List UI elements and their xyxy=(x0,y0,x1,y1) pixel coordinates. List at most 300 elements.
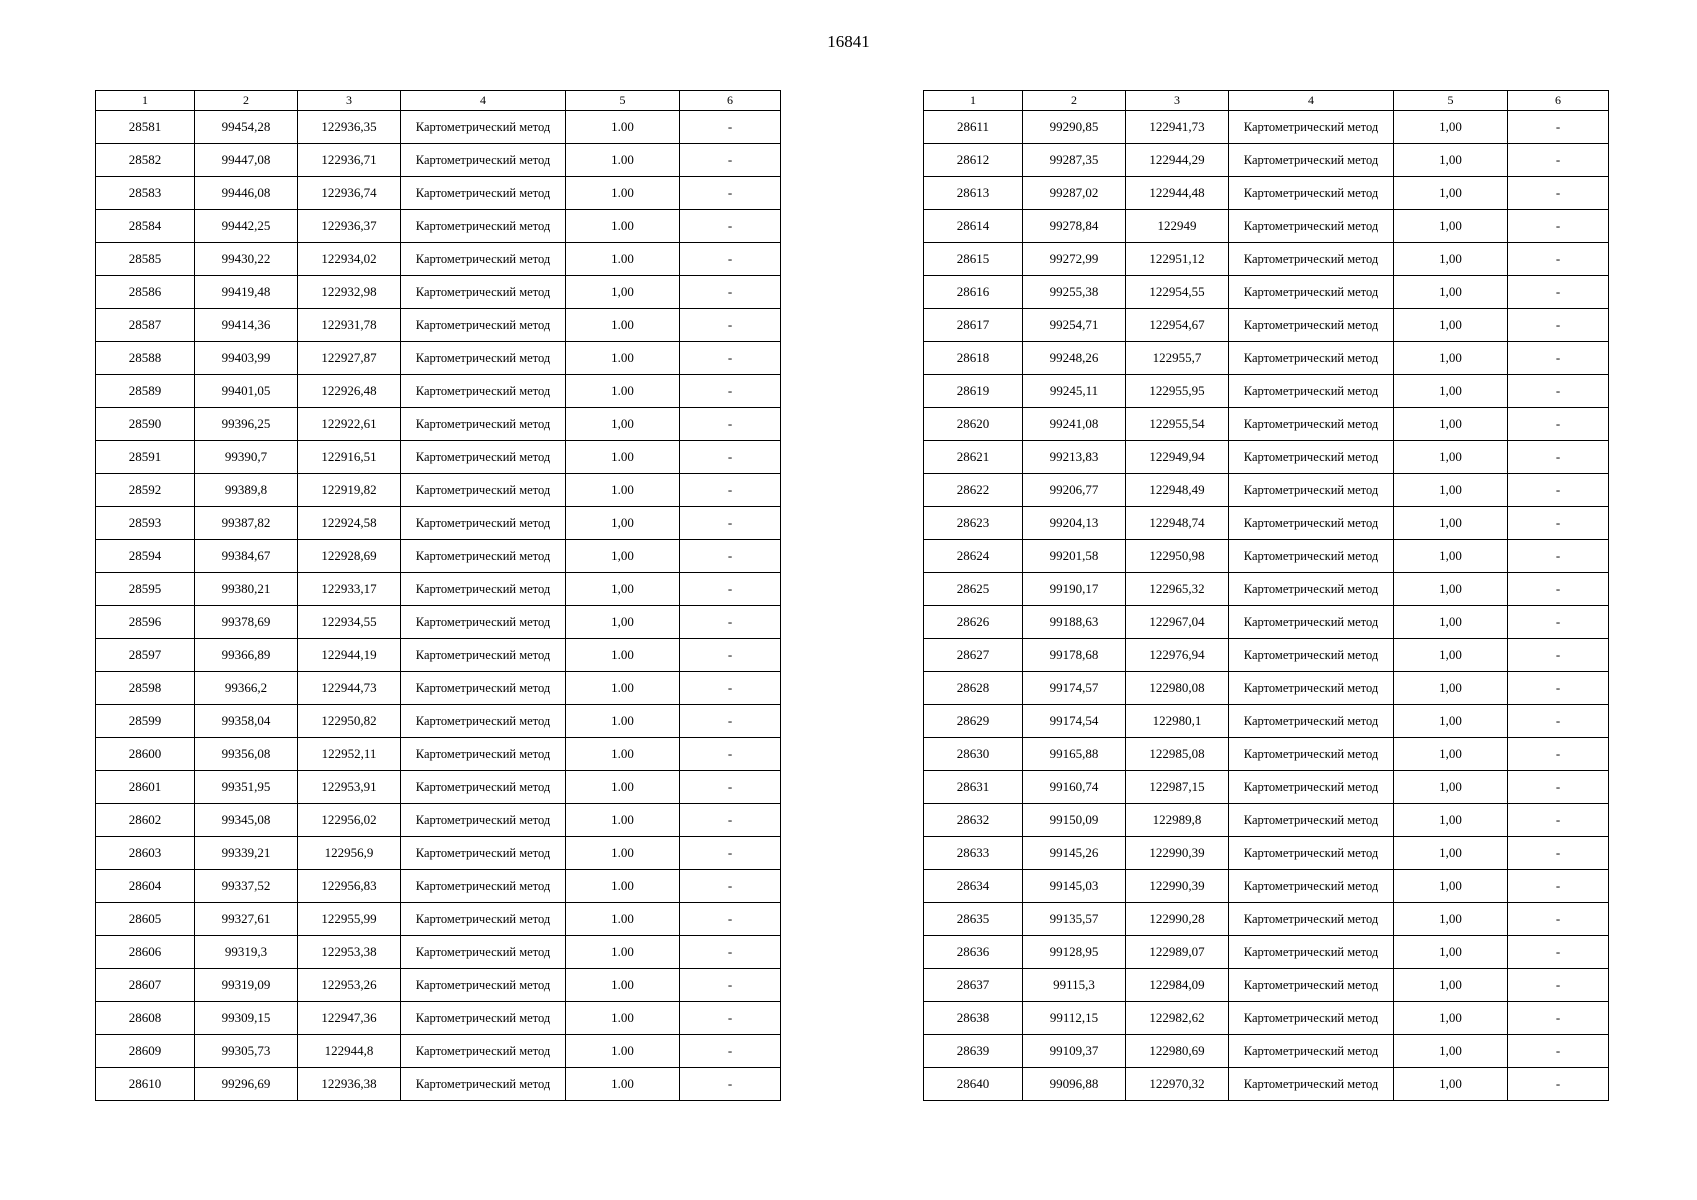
accuracy-cell: 1,00 xyxy=(1394,507,1508,540)
point-number-cell: 28630 xyxy=(924,738,1023,771)
note-cell: - xyxy=(1508,474,1609,507)
note-cell: - xyxy=(680,870,781,903)
point-number-cell: 28587 xyxy=(96,309,195,342)
accuracy-cell: 1,00 xyxy=(1394,441,1508,474)
point-number-cell: 28604 xyxy=(96,870,195,903)
coordinates-table-left xyxy=(95,90,781,1101)
table-row xyxy=(96,441,781,474)
x-coordinate-cell: 99145,26 xyxy=(1023,837,1126,870)
point-number-cell: 28592 xyxy=(96,474,195,507)
point-number-cell: 28603 xyxy=(96,837,195,870)
note-cell: - xyxy=(1508,936,1609,969)
method-cell: Картометрический метод xyxy=(401,639,566,672)
point-number-cell: 28620 xyxy=(924,408,1023,441)
accuracy-cell: 1.00 xyxy=(566,738,680,771)
point-number-cell: 28628 xyxy=(924,672,1023,705)
x-coordinate-cell: 99115,3 xyxy=(1023,969,1126,1002)
point-number-cell: 28626 xyxy=(924,606,1023,639)
point-number-cell: 28590 xyxy=(96,408,195,441)
method-cell: Картометрический метод xyxy=(401,573,566,606)
y-coordinate-cell: 122987,15 xyxy=(1126,771,1229,804)
table-row xyxy=(924,573,1609,606)
note-cell: - xyxy=(1508,144,1609,177)
note-cell: - xyxy=(1508,408,1609,441)
note-cell: - xyxy=(1508,375,1609,408)
method-cell: Картометрический метод xyxy=(1229,309,1394,342)
y-coordinate-cell: 122984,09 xyxy=(1126,969,1229,1002)
y-coordinate-cell: 122936,71 xyxy=(298,144,401,177)
accuracy-cell: 1.00 xyxy=(566,144,680,177)
y-coordinate-cell: 122952,11 xyxy=(298,738,401,771)
note-cell: - xyxy=(1508,1068,1609,1101)
note-cell: - xyxy=(1508,243,1609,276)
x-coordinate-cell: 99145,03 xyxy=(1023,870,1126,903)
y-coordinate-cell: 122941,73 xyxy=(1126,111,1229,144)
method-cell: Картометрический метод xyxy=(1229,870,1394,903)
note-cell: - xyxy=(680,705,781,738)
y-coordinate-cell: 122944,19 xyxy=(298,639,401,672)
y-coordinate-cell: 122949 xyxy=(1126,210,1229,243)
table-row xyxy=(924,771,1609,804)
x-coordinate-cell: 99178,68 xyxy=(1023,639,1126,672)
y-coordinate-cell: 122950,98 xyxy=(1126,540,1229,573)
x-coordinate-cell: 99401,05 xyxy=(195,375,298,408)
column-header: 2 xyxy=(195,91,298,111)
point-number-cell: 28633 xyxy=(924,837,1023,870)
method-cell: Картометрический метод xyxy=(1229,969,1394,1002)
method-cell: Картометрический метод xyxy=(1229,1002,1394,1035)
point-number-cell: 28596 xyxy=(96,606,195,639)
table-row xyxy=(924,507,1609,540)
point-number-cell: 28638 xyxy=(924,1002,1023,1035)
point-number-cell: 28601 xyxy=(96,771,195,804)
note-cell: - xyxy=(680,771,781,804)
point-number-cell: 28613 xyxy=(924,177,1023,210)
table-row xyxy=(924,870,1609,903)
table-row xyxy=(96,408,781,441)
note-cell: - xyxy=(1508,540,1609,573)
x-coordinate-cell: 99351,95 xyxy=(195,771,298,804)
x-coordinate-cell: 99390,7 xyxy=(195,441,298,474)
accuracy-cell: 1,00 xyxy=(1394,936,1508,969)
point-number-cell: 28607 xyxy=(96,969,195,1002)
y-coordinate-cell: 122953,91 xyxy=(298,771,401,804)
method-cell: Картометрический метод xyxy=(1229,210,1394,243)
note-cell: - xyxy=(680,243,781,276)
accuracy-cell: 1.00 xyxy=(566,1035,680,1068)
table-row xyxy=(924,375,1609,408)
method-cell: Картометрический метод xyxy=(1229,705,1394,738)
table-row xyxy=(924,276,1609,309)
table-row xyxy=(96,243,781,276)
x-coordinate-cell: 99241,08 xyxy=(1023,408,1126,441)
point-number-cell: 28615 xyxy=(924,243,1023,276)
accuracy-cell: 1.00 xyxy=(566,804,680,837)
note-cell: - xyxy=(1508,177,1609,210)
note-cell: - xyxy=(680,111,781,144)
note-cell: - xyxy=(680,672,781,705)
accuracy-cell: 1,00 xyxy=(1394,243,1508,276)
note-cell: - xyxy=(680,540,781,573)
table-row xyxy=(96,705,781,738)
note-cell: - xyxy=(680,276,781,309)
note-cell: - xyxy=(680,375,781,408)
table-row xyxy=(924,738,1609,771)
x-coordinate-cell: 99135,57 xyxy=(1023,903,1126,936)
accuracy-cell: 1.00 xyxy=(566,771,680,804)
accuracy-cell: 1,00 xyxy=(1394,672,1508,705)
x-coordinate-cell: 99190,17 xyxy=(1023,573,1126,606)
x-coordinate-cell: 99206,77 xyxy=(1023,474,1126,507)
note-cell: - xyxy=(680,903,781,936)
x-coordinate-cell: 99128,95 xyxy=(1023,936,1126,969)
point-number-cell: 28622 xyxy=(924,474,1023,507)
x-coordinate-cell: 99327,61 xyxy=(195,903,298,936)
note-cell: - xyxy=(680,507,781,540)
table-row xyxy=(96,672,781,705)
column-header: 2 xyxy=(1023,91,1126,111)
y-coordinate-cell: 122944,29 xyxy=(1126,144,1229,177)
note-cell: - xyxy=(680,474,781,507)
x-coordinate-cell: 99165,88 xyxy=(1023,738,1126,771)
x-coordinate-cell: 99442,25 xyxy=(195,210,298,243)
column-header: 1 xyxy=(924,91,1023,111)
point-number-cell: 28632 xyxy=(924,804,1023,837)
x-coordinate-cell: 99278,84 xyxy=(1023,210,1126,243)
y-coordinate-cell: 122990,28 xyxy=(1126,903,1229,936)
method-cell: Картометрический метод xyxy=(1229,507,1394,540)
y-coordinate-cell: 122931,78 xyxy=(298,309,401,342)
note-cell: - xyxy=(1508,309,1609,342)
x-coordinate-cell: 99188,63 xyxy=(1023,606,1126,639)
y-coordinate-cell: 122944,8 xyxy=(298,1035,401,1068)
accuracy-cell: 1,00 xyxy=(1394,1035,1508,1068)
x-coordinate-cell: 99337,52 xyxy=(195,870,298,903)
accuracy-cell: 1.00 xyxy=(566,243,680,276)
note-cell: - xyxy=(1508,441,1609,474)
note-cell: - xyxy=(680,804,781,837)
method-cell: Картометрический метод xyxy=(1229,837,1394,870)
x-coordinate-cell: 99446,08 xyxy=(195,177,298,210)
accuracy-cell: 1,00 xyxy=(1394,705,1508,738)
method-cell: Картометрический метод xyxy=(1229,408,1394,441)
table-row xyxy=(96,837,781,870)
column-header: 3 xyxy=(1126,91,1229,111)
accuracy-cell: 1.00 xyxy=(566,441,680,474)
accuracy-cell: 1.00 xyxy=(566,342,680,375)
method-cell: Картометрический метод xyxy=(1229,738,1394,771)
table-row xyxy=(924,804,1609,837)
accuracy-cell: 1,00 xyxy=(1394,540,1508,573)
table-row xyxy=(924,639,1609,672)
method-cell: Картометрический метод xyxy=(401,342,566,375)
accuracy-cell: 1.00 xyxy=(566,672,680,705)
note-cell: - xyxy=(1508,639,1609,672)
accuracy-cell: 1.00 xyxy=(566,210,680,243)
point-number-cell: 28625 xyxy=(924,573,1023,606)
table-row xyxy=(96,309,781,342)
y-coordinate-cell: 122980,1 xyxy=(1126,705,1229,738)
point-number-cell: 28582 xyxy=(96,144,195,177)
method-cell: Картометрический метод xyxy=(1229,771,1394,804)
y-coordinate-cell: 122955,7 xyxy=(1126,342,1229,375)
table-row xyxy=(96,111,781,144)
accuracy-cell: 1,00 xyxy=(566,507,680,540)
table-row xyxy=(96,177,781,210)
y-coordinate-cell: 122976,94 xyxy=(1126,639,1229,672)
note-cell: - xyxy=(1508,837,1609,870)
note-cell: - xyxy=(680,408,781,441)
x-coordinate-cell: 99255,38 xyxy=(1023,276,1126,309)
y-coordinate-cell: 122985,08 xyxy=(1126,738,1229,771)
table-row xyxy=(924,243,1609,276)
y-coordinate-cell: 122965,32 xyxy=(1126,573,1229,606)
method-cell: Картометрический метод xyxy=(1229,441,1394,474)
point-number-cell: 28593 xyxy=(96,507,195,540)
accuracy-cell: 1.00 xyxy=(566,1068,680,1101)
x-coordinate-cell: 99174,54 xyxy=(1023,705,1126,738)
x-coordinate-cell: 99290,85 xyxy=(1023,111,1126,144)
accuracy-cell: 1,00 xyxy=(1394,639,1508,672)
y-coordinate-cell: 122949,94 xyxy=(1126,441,1229,474)
method-cell: Картометрический метод xyxy=(401,837,566,870)
y-coordinate-cell: 122956,9 xyxy=(298,837,401,870)
point-number-cell: 28605 xyxy=(96,903,195,936)
note-cell: - xyxy=(1508,210,1609,243)
x-coordinate-cell: 99339,21 xyxy=(195,837,298,870)
x-coordinate-cell: 99096,88 xyxy=(1023,1068,1126,1101)
table-row xyxy=(924,672,1609,705)
method-cell: Картометрический метод xyxy=(401,474,566,507)
point-number-cell: 28608 xyxy=(96,1002,195,1035)
y-coordinate-cell: 122934,55 xyxy=(298,606,401,639)
x-coordinate-cell: 99112,15 xyxy=(1023,1002,1126,1035)
column-header: 5 xyxy=(566,91,680,111)
y-coordinate-cell: 122933,17 xyxy=(298,573,401,606)
accuracy-cell: 1.00 xyxy=(566,969,680,1002)
method-cell: Картометрический метод xyxy=(401,210,566,243)
method-cell: Картометрический метод xyxy=(401,672,566,705)
x-coordinate-cell: 99305,73 xyxy=(195,1035,298,1068)
y-coordinate-cell: 122950,82 xyxy=(298,705,401,738)
table-row xyxy=(96,870,781,903)
table-row xyxy=(924,1068,1609,1101)
method-cell: Картометрический метод xyxy=(401,276,566,309)
method-cell: Картометрический метод xyxy=(1229,474,1394,507)
y-coordinate-cell: 122954,67 xyxy=(1126,309,1229,342)
table-row xyxy=(96,573,781,606)
point-number-cell: 28595 xyxy=(96,573,195,606)
method-cell: Картометрический метод xyxy=(401,309,566,342)
accuracy-cell: 1,00 xyxy=(1394,408,1508,441)
note-cell: - xyxy=(1508,1035,1609,1068)
table-row xyxy=(96,606,781,639)
accuracy-cell: 1.00 xyxy=(566,309,680,342)
point-number-cell: 28629 xyxy=(924,705,1023,738)
table-row xyxy=(924,474,1609,507)
y-coordinate-cell: 122953,38 xyxy=(298,936,401,969)
y-coordinate-cell: 122955,95 xyxy=(1126,375,1229,408)
table-row xyxy=(924,177,1609,210)
y-coordinate-cell: 122951,12 xyxy=(1126,243,1229,276)
note-cell: - xyxy=(1508,804,1609,837)
method-cell: Картометрический метод xyxy=(401,243,566,276)
note-cell: - xyxy=(680,1035,781,1068)
note-cell: - xyxy=(1508,969,1609,1002)
table-row xyxy=(96,375,781,408)
y-coordinate-cell: 122916,51 xyxy=(298,441,401,474)
accuracy-cell: 1,00 xyxy=(1394,276,1508,309)
note-cell: - xyxy=(1508,507,1609,540)
y-coordinate-cell: 122924,58 xyxy=(298,507,401,540)
point-number-cell: 28635 xyxy=(924,903,1023,936)
note-cell: - xyxy=(680,606,781,639)
table-row xyxy=(924,837,1609,870)
x-coordinate-cell: 99396,25 xyxy=(195,408,298,441)
x-coordinate-cell: 99384,67 xyxy=(195,540,298,573)
accuracy-cell: 1,00 xyxy=(566,408,680,441)
accuracy-cell: 1,00 xyxy=(1394,342,1508,375)
table-body xyxy=(924,111,1609,1101)
method-cell: Картометрический метод xyxy=(401,738,566,771)
accuracy-cell: 1,00 xyxy=(1394,606,1508,639)
accuracy-cell: 1,00 xyxy=(566,606,680,639)
method-cell: Картометрический метод xyxy=(401,705,566,738)
column-header: 5 xyxy=(1394,91,1508,111)
y-coordinate-cell: 122947,36 xyxy=(298,1002,401,1035)
method-cell: Картометрический метод xyxy=(401,441,566,474)
y-coordinate-cell: 122990,39 xyxy=(1126,837,1229,870)
x-coordinate-cell: 99447,08 xyxy=(195,144,298,177)
method-cell: Картометрический метод xyxy=(401,969,566,1002)
x-coordinate-cell: 99248,26 xyxy=(1023,342,1126,375)
accuracy-cell: 1,00 xyxy=(1394,309,1508,342)
y-coordinate-cell: 122944,48 xyxy=(1126,177,1229,210)
table-row xyxy=(96,771,781,804)
table-row xyxy=(96,342,781,375)
method-cell: Картометрический метод xyxy=(401,903,566,936)
method-cell: Картометрический метод xyxy=(401,936,566,969)
table-row xyxy=(96,1002,781,1035)
y-coordinate-cell: 122990,39 xyxy=(1126,870,1229,903)
table-row xyxy=(96,1035,781,1068)
accuracy-cell: 1.00 xyxy=(566,111,680,144)
note-cell: - xyxy=(1508,111,1609,144)
point-number-cell: 28631 xyxy=(924,771,1023,804)
table-row xyxy=(924,1002,1609,1035)
table-row xyxy=(924,705,1609,738)
note-cell: - xyxy=(680,969,781,1002)
accuracy-cell: 1,00 xyxy=(1394,870,1508,903)
method-cell: Картометрический метод xyxy=(401,870,566,903)
table-row xyxy=(924,606,1609,639)
x-coordinate-cell: 99160,74 xyxy=(1023,771,1126,804)
y-coordinate-cell: 122980,08 xyxy=(1126,672,1229,705)
table-row xyxy=(96,210,781,243)
accuracy-cell: 1,00 xyxy=(566,573,680,606)
x-coordinate-cell: 99213,83 xyxy=(1023,441,1126,474)
point-number-cell: 28634 xyxy=(924,870,1023,903)
method-cell: Картометрический метод xyxy=(401,507,566,540)
page-number: 16841 xyxy=(827,32,870,51)
method-cell: Картометрический метод xyxy=(401,177,566,210)
point-number-cell: 28584 xyxy=(96,210,195,243)
table-row xyxy=(924,210,1609,243)
point-number-cell: 28614 xyxy=(924,210,1023,243)
y-coordinate-cell: 122989,8 xyxy=(1126,804,1229,837)
point-number-cell: 28624 xyxy=(924,540,1023,573)
point-number-cell: 28594 xyxy=(96,540,195,573)
note-cell: - xyxy=(680,573,781,606)
accuracy-cell: 1.00 xyxy=(566,936,680,969)
accuracy-cell: 1.00 xyxy=(566,639,680,672)
x-coordinate-cell: 99201,58 xyxy=(1023,540,1126,573)
point-number-cell: 28619 xyxy=(924,375,1023,408)
method-cell: Картометрический метод xyxy=(1229,111,1394,144)
x-coordinate-cell: 99150,09 xyxy=(1023,804,1126,837)
x-coordinate-cell: 99366,2 xyxy=(195,672,298,705)
note-cell: - xyxy=(680,210,781,243)
y-coordinate-cell: 122956,02 xyxy=(298,804,401,837)
x-coordinate-cell: 99309,15 xyxy=(195,1002,298,1035)
x-coordinate-cell: 99109,37 xyxy=(1023,1035,1126,1068)
accuracy-cell: 1,00 xyxy=(1394,1002,1508,1035)
y-coordinate-cell: 122955,54 xyxy=(1126,408,1229,441)
table-row xyxy=(924,144,1609,177)
method-cell: Картометрический метод xyxy=(401,1068,566,1101)
accuracy-cell: 1.00 xyxy=(566,375,680,408)
accuracy-cell: 1,00 xyxy=(1394,1068,1508,1101)
y-coordinate-cell: 122926,48 xyxy=(298,375,401,408)
y-coordinate-cell: 122970,32 xyxy=(1126,1068,1229,1101)
y-coordinate-cell: 122948,49 xyxy=(1126,474,1229,507)
table-row xyxy=(924,309,1609,342)
note-cell: - xyxy=(680,177,781,210)
table-row xyxy=(924,408,1609,441)
accuracy-cell: 1,00 xyxy=(1394,837,1508,870)
table-row xyxy=(96,969,781,1002)
method-cell: Картометрический метод xyxy=(1229,144,1394,177)
method-cell: Картометрический метод xyxy=(401,408,566,441)
x-coordinate-cell: 99358,04 xyxy=(195,705,298,738)
x-coordinate-cell: 99296,69 xyxy=(195,1068,298,1101)
point-number-cell: 28636 xyxy=(924,936,1023,969)
point-number-cell: 28585 xyxy=(96,243,195,276)
point-number-cell: 28581 xyxy=(96,111,195,144)
column-header: 6 xyxy=(1508,91,1609,111)
column-header: 4 xyxy=(401,91,566,111)
table-row xyxy=(924,1035,1609,1068)
method-cell: Картометрический метод xyxy=(1229,672,1394,705)
accuracy-cell: 1,00 xyxy=(1394,474,1508,507)
accuracy-cell: 1.00 xyxy=(566,474,680,507)
accuracy-cell: 1.00 xyxy=(566,1002,680,1035)
accuracy-cell: 1.00 xyxy=(566,903,680,936)
table-row xyxy=(96,540,781,573)
accuracy-cell: 1,00 xyxy=(1394,573,1508,606)
method-cell: Картометрический метод xyxy=(1229,936,1394,969)
y-coordinate-cell: 122934,02 xyxy=(298,243,401,276)
table-row xyxy=(96,507,781,540)
table-row xyxy=(96,804,781,837)
x-coordinate-cell: 99403,99 xyxy=(195,342,298,375)
accuracy-cell: 1,00 xyxy=(1394,375,1508,408)
method-cell: Картометрический метод xyxy=(401,804,566,837)
method-cell: Картометрический метод xyxy=(1229,540,1394,573)
y-coordinate-cell: 122919,82 xyxy=(298,474,401,507)
y-coordinate-cell: 122928,69 xyxy=(298,540,401,573)
point-number-cell: 28623 xyxy=(924,507,1023,540)
